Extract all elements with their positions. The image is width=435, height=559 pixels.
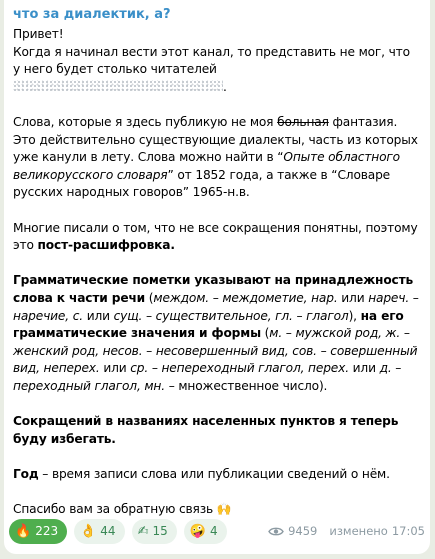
reaction-fire[interactable] (9, 519, 67, 544)
source-title: Опыте областного великорусского словаря (13, 150, 400, 182)
reaction-count: 223 (35, 524, 59, 538)
raised-hands-icon: 🙌 (216, 502, 232, 517)
sources-paragraph: Слова, которые я здесь публикую не моя больная фантазия. Это действительно существующие диалекты, часть из которых уже канули в лету. Слова можно найти в “Опыте областного великорусского словаря” от 1852 года, а также в “Словаре русских народных говоров” 1965-н.в. (13, 114, 418, 200)
intro-paragraph: Когда я начинал вести этот канал, то представить не мог, что у него будет столько читателей . (13, 44, 410, 94)
channel-name[interactable]: что за диалектик, а? (13, 7, 171, 22)
grammar-paragraph: Грамматические пометки указывают на принадлежность слова к части речи (междом. – междометие, нар. или нареч. – наречие, с. или сущ. – существительное, гл. – глагол), на его грамматические значения и формы (м. – мужской род, ж. – женский род, несов. – несовершенный вид, сов. – совершенный вид, неперех. или ср. – непереходный глагол, перех. или д. – переходный глагол, мн. – множественное число). (13, 273, 419, 393)
year-paragraph: Год – время записи слова или публикации сведений о нём. (13, 466, 390, 481)
decoding-paragraph: Многие писали о том, что не все сокращения понятны, поэтому это пост-расшифровка. (13, 220, 418, 253)
reaction-count: 44 (100, 524, 116, 538)
strikethrough-text: больная (277, 114, 329, 129)
spoiler-block[interactable] (13, 80, 223, 93)
edited-label: изменено (329, 524, 388, 538)
eye-icon (268, 526, 284, 537)
greeting: Привет! (13, 27, 64, 41)
view-count: 9459 (288, 524, 318, 538)
thanks-paragraph: Спасибо вам за обратную связь 🙌 (13, 502, 232, 517)
zany-face-icon: 🤪 (189, 523, 206, 539)
reaction-count: 15 (152, 524, 168, 538)
message-time: 17:05 (391, 524, 425, 538)
message-footer (9, 518, 425, 544)
writing-hand-icon: ✍ (137, 523, 149, 539)
fire-icon: 🔥 (15, 523, 32, 539)
reaction-writing-hand[interactable] (132, 519, 177, 544)
reaction-count: 4 (209, 524, 218, 538)
ok-hand-icon: 👌 (80, 523, 97, 539)
settlements-paragraph: Сокращений в названиях населенных пунктов я теперь буду избегать. (13, 414, 399, 446)
message-meta (268, 524, 425, 538)
reaction-ok-hand[interactable] (74, 519, 124, 544)
reaction-zany-face[interactable] (184, 519, 227, 544)
message-text (13, 26, 420, 519)
message-bubble (4, 0, 430, 554)
